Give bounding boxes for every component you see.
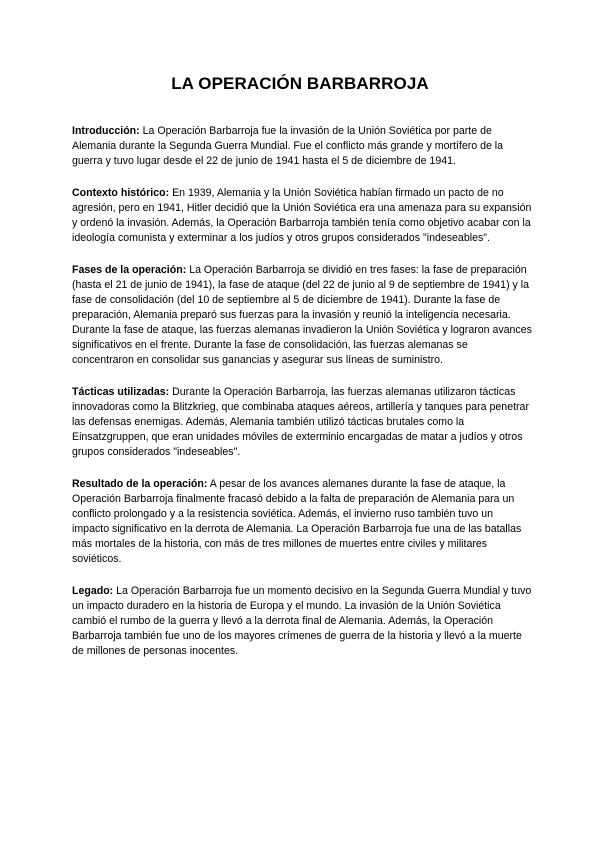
section-introduccion xyxy=(72,124,532,169)
section-legado xyxy=(72,584,532,659)
section-text: La Operación Barbarroja se dividió en tres fases: la fase de preparación (hasta el 21 de junio de 1941), la fase de ataque (del 22 de junio al 9 de septiembre de 1941) y la fase de consolidación (del 10 de septiembre al 5 de diciembre de 1941). Durante la fase de preparación, Alemania preparó sus fuerzas para la invasión y reunió la inteligencia necesaria. Durante la fase de ataque, las fuerzas alemanas invadieron la Unión Soviética y lograron avances significativos en el frente. Durante la fase de consolidación, las fuerzas alemanas se concentraron en consolidar sus ganancias y asegurar sus líneas de suministro. xyxy=(72,263,532,367)
section-tacticas-utilizadas xyxy=(72,385,532,460)
section-label: Resultado de la operación: xyxy=(72,477,208,490)
section-text: La Operación Barbarroja fue la invasión de la Unión Soviética por parte de Alemania durante la Segunda Guerra Mundial. Fue el conflicto más grande y mortífero de la guerra y tuvo lugar desde el 22 de junio de 1941 hasta el 5 de diciembre de 1941. xyxy=(72,125,504,168)
section-contexto-historico xyxy=(72,186,532,246)
section-fases-operacion xyxy=(72,263,532,369)
section-resultado-operacion xyxy=(72,477,532,568)
section-label: Introducción: xyxy=(72,125,140,137)
section-label: Tácticas utilizadas: xyxy=(72,385,170,398)
section-label: Legado: xyxy=(72,584,114,597)
section-text: Durante la Operación Barbarroja, las fuerzas alemanas utilizaron tácticas innovadoras como la Blitzkrieg, que combinaba ataques aéreos, artillería y tanques para penetrar las defensas enemigas. Además, Alemania también utilizó tácticas brutales como la Einsatzgruppen, que eran unidades móviles de exterminio encargadas de matar a judíos y otros grupos considerados "indeseables". xyxy=(72,385,529,459)
document-title: LA OPERACIÓN BARBARROJA xyxy=(171,74,429,93)
document-body xyxy=(72,124,532,676)
section-text: La Operación Barbarroja fue un momento decisivo en la Segunda Guerra Mundial y tuvo un impacto duradero en la historia de Europa y el mundo. La invasión de la Unión Soviética cambió el rumbo de la guerra y llevó a la derrota final de Alemania. Además, la Operación Barbarroja también fue uno de los mayores crímenes de guerra de la historia y llevó a la muerte de millones de personas inocentes. xyxy=(72,584,532,658)
section-text: En 1939, Alemania y la Unión Soviética habían firmado un pacto de no agresión, pero en 1941, Hitler decidió que la Unión Soviética era una amenaza para su expansión y ordenó la invasión. Además, la Operación Barbarroja también tenía como objetivo acabar con la ideología comunista y exterminar a los judíos y otros grupos considerados "indeseables". xyxy=(72,186,532,245)
section-label: Contexto histórico: xyxy=(72,186,170,199)
section-text: A pesar de los avances alemanes durante la fase de ataque, la Operación Barbarroja finalmente fracasó debido a la falta de preparación de Alemania para un conflicto prolongado y a la resistencia soviética. Además, el invierno ruso también tuvo un impacto significativo en la derrota de Alemania. La Operación Barbarroja fue una de las batallas más mortales de la historia, con más de tres millones de muertes entre civiles y militares soviéticos. xyxy=(72,477,522,566)
section-label: Fases de la operación: xyxy=(72,263,187,276)
